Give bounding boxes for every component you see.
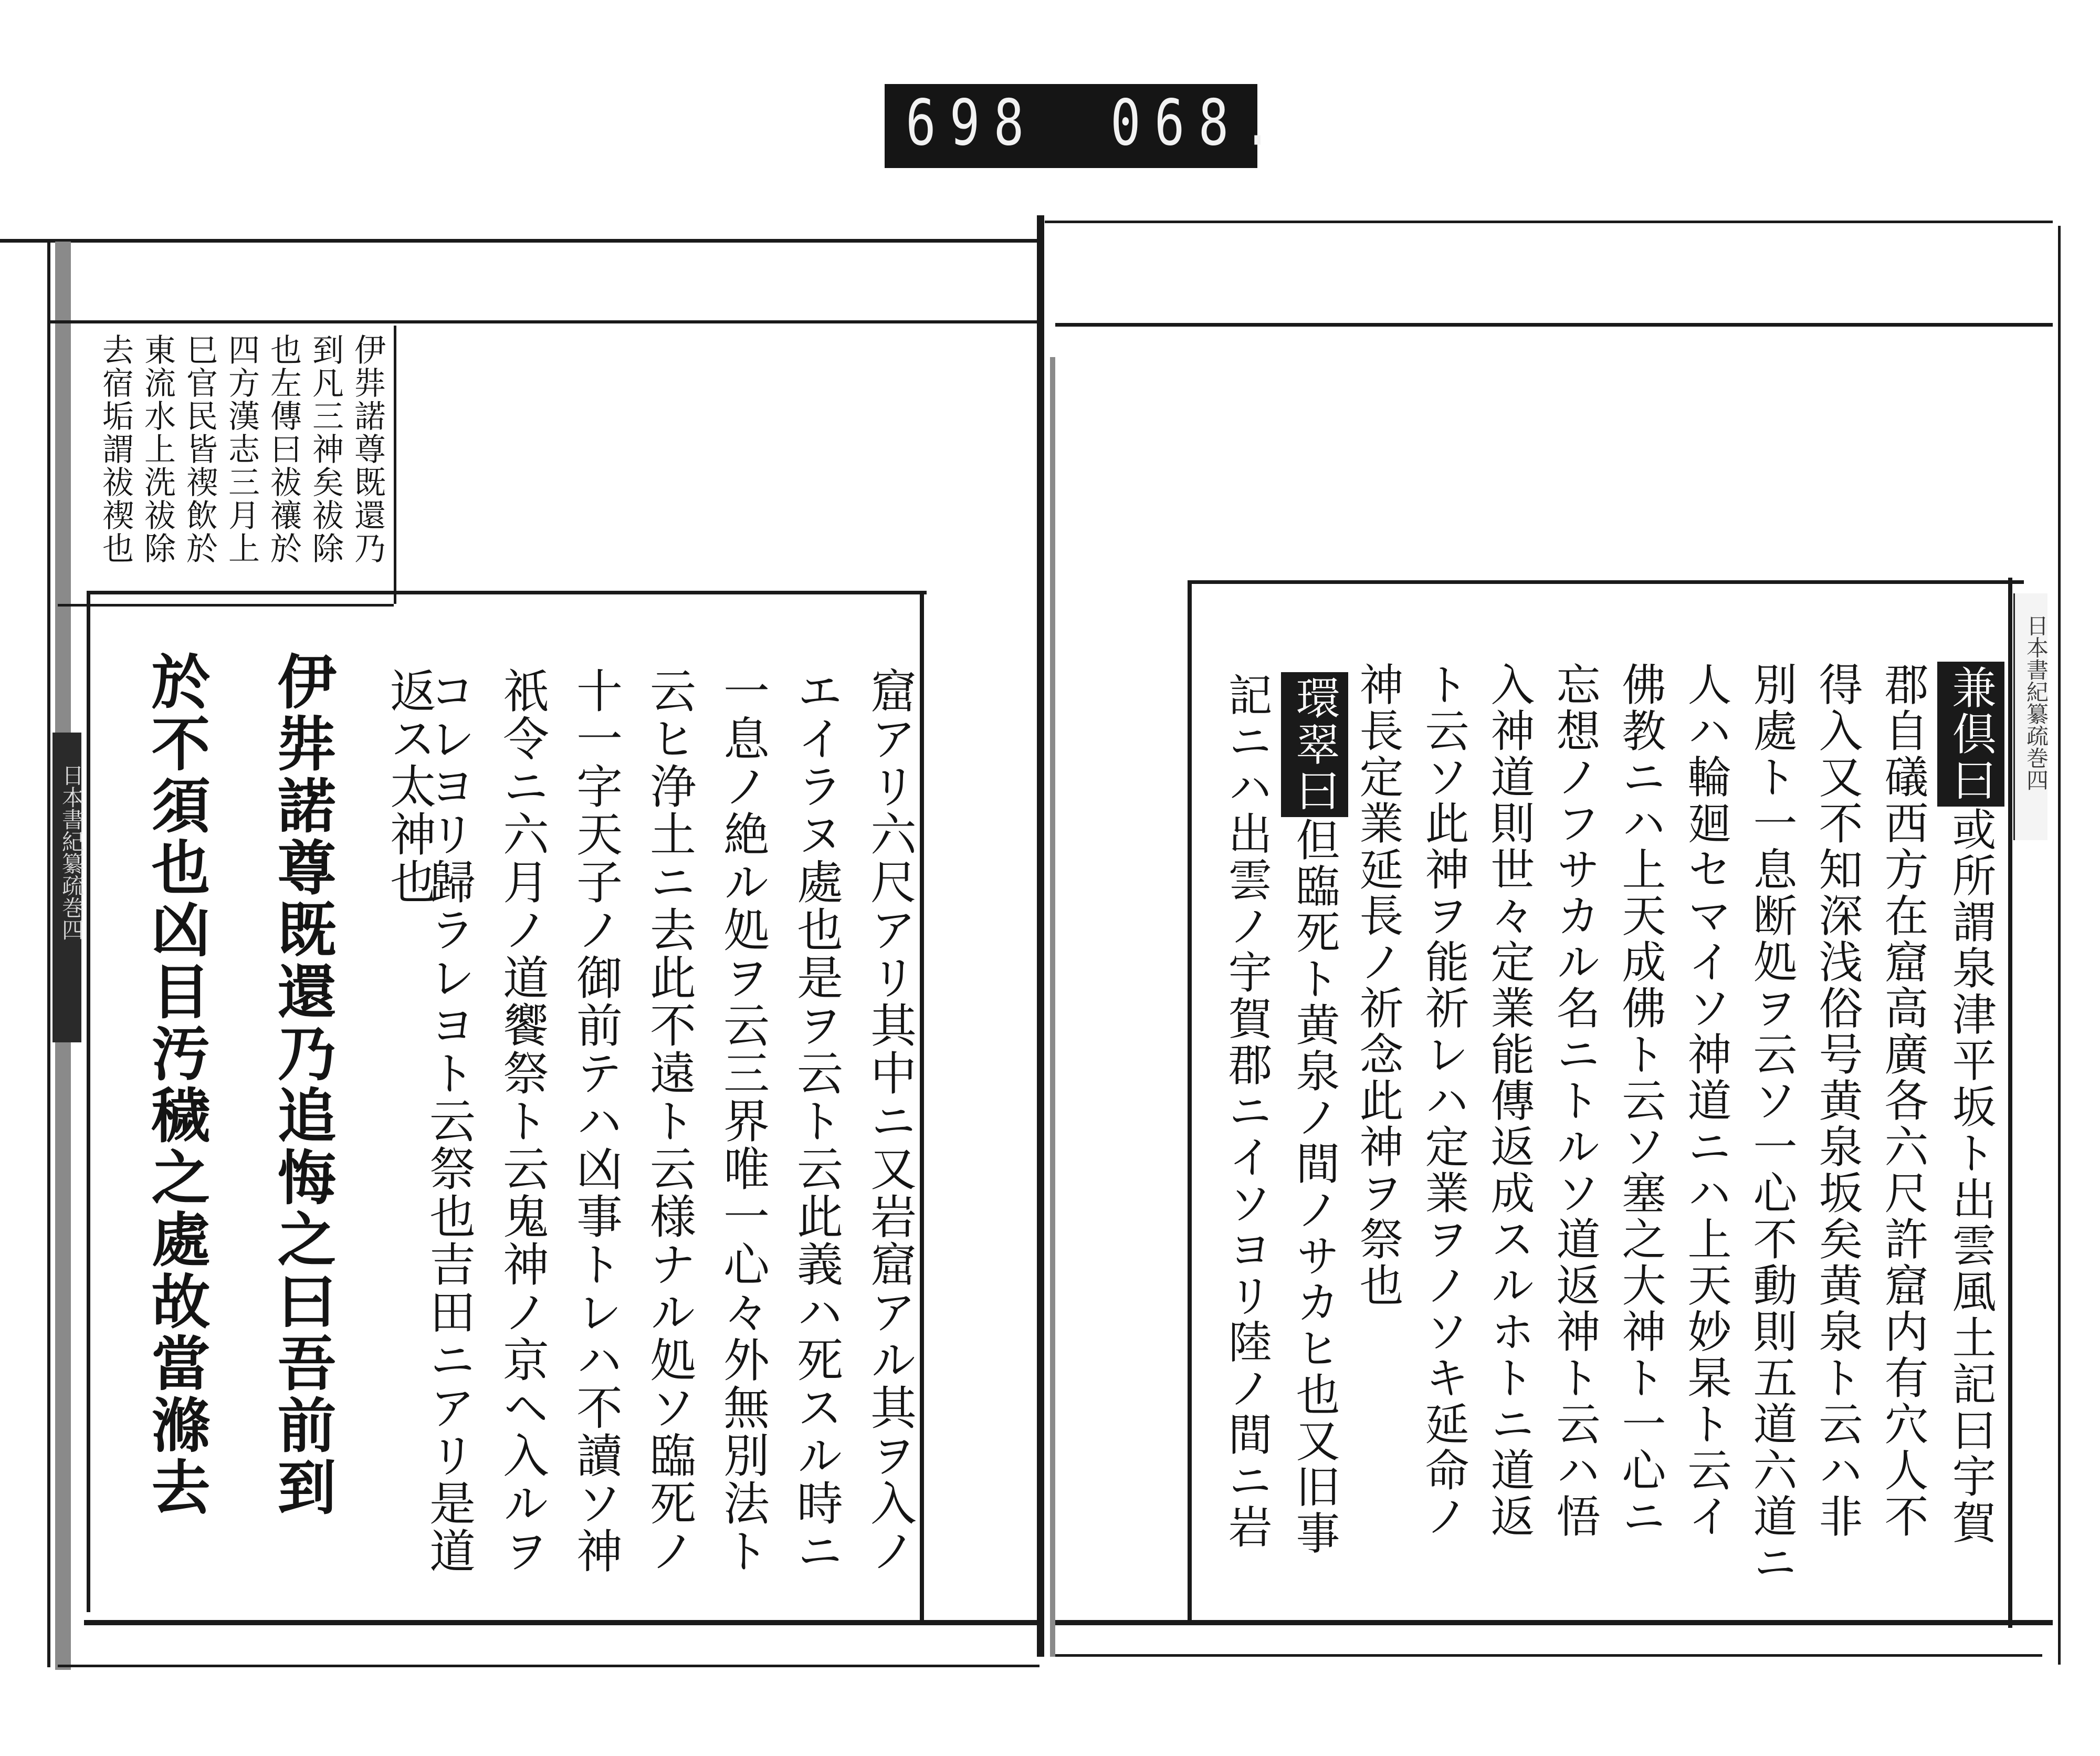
headnote-column: 伊弉諾尊既還乃 — [349, 333, 386, 565]
right-side-tab — [2013, 593, 2048, 840]
headnote-column: 四方漢志三月上 — [223, 333, 260, 565]
body-column: 記ニハ出雲ノ宇賀郡ニイソヨリ陸ノ間ニ岩 — [1221, 672, 1273, 1550]
body-column: 神長定業延長ノ祈念此神ヲ祭也 — [1352, 662, 1404, 1309]
right-body — [1202, 656, 2006, 1612]
headnote-column: 也左傳曰祓禳於 — [265, 333, 302, 565]
film-number-right: 068. — [1110, 86, 1287, 160]
body-column — [1937, 662, 2004, 1546]
body-column — [1281, 672, 1348, 1556]
right-body-frame-left — [1188, 580, 1192, 1623]
spine-gutter — [1037, 215, 1044, 1657]
body-column: 窟アリ六尺アリ其中ニ又岩窟アル其ヲ入ノ — [863, 667, 917, 1575]
body-column: エイラヌ處也是ヲ云ト云此義ハ死スル時ニ — [790, 667, 844, 1575]
right-page-frame-top — [1055, 323, 2053, 327]
right-body-frame-right — [2008, 578, 2012, 1628]
body-column: コレヨリ歸ラレヨト云祭也吉田ニアリ是道 — [422, 667, 476, 1575]
left-side-tab — [52, 733, 85, 1042]
bottom-edge-left — [58, 1665, 1040, 1667]
body-column: 人ハ輪廻セマイソ神道ニハ上天妙杲ト云イ — [1681, 662, 1732, 1540]
body-column: 入神道則世々定業能傳返成スルホトニ道返 — [1484, 662, 1535, 1540]
tamaki-badge: 環翠曰 — [1281, 672, 1348, 817]
body-column: 返ス太神也 — [383, 667, 437, 906]
main-text-column: 伊弉諾尊既還乃追悔之曰吾前到 — [268, 651, 337, 1519]
left-outer-edge — [47, 239, 50, 1667]
left-headnote — [76, 331, 391, 601]
left-page-frame-top — [50, 320, 1037, 323]
body-column: 十一字天子ノ御前テハ凶事トレハ不讀ソ神 — [569, 667, 623, 1575]
body-column: 郡自礒西方在窟高廣各六尺許窟内有穴人不 — [1877, 662, 1929, 1540]
bottom-edge-right — [1055, 1654, 2042, 1657]
right-outer-edge — [2058, 226, 2061, 1665]
body-column: 得入又不知深浅俗号黄泉坂矣黄泉ト云ハ非 — [1812, 662, 1863, 1540]
spine-shadow — [1050, 357, 1055, 1657]
side-tab-title: 日本書紀纂疏巻四 — [2023, 614, 2049, 791]
main-text-column: 於不須也凶目汚穢之處故當滌去 — [142, 651, 211, 1519]
body-column: 云ヒ浄土ニ去此不遠ト云様ナル処ソ臨死ノ — [643, 667, 697, 1575]
right-body-frame-top — [1189, 580, 2024, 584]
top-edge-left — [0, 239, 1037, 243]
left-headnote-frame-right — [394, 326, 396, 604]
headnote-column: 到凡三神矣祓除 — [307, 333, 344, 565]
body-column-text: 但臨死ト黄泉ノ間ノサカヒ也又旧事 — [1289, 817, 1340, 1556]
film-number-left: 698 — [906, 86, 1038, 160]
left-body — [105, 651, 917, 1612]
body-column: ト云ソ此神ヲ能祈レハ定業ヲノソキ延命ノ — [1418, 662, 1469, 1540]
kanekuma-badge: 兼倶曰 — [1937, 662, 2004, 807]
headnote-column: 巳官民皆禊飲於 — [181, 333, 218, 565]
body-column: 祇令ニ六月ノ道饗祭ト云鬼神ノ京ヘ入ルヲ — [496, 667, 550, 1575]
side-tab-title: 日本書紀纂疏巻四 — [59, 764, 85, 940]
left-headnote-frame-bottom — [58, 604, 394, 607]
left-body-frame-bottom — [84, 1620, 1037, 1625]
body-column: 佛教ニハ上天成佛ト云ソ塞之大神ト一心ニ — [1615, 662, 1666, 1540]
headnote-column: 去宿垢謂祓禊也 — [97, 333, 134, 565]
film-number-label — [885, 84, 1287, 168]
headnote-column: 東流水上洗祓除 — [139, 333, 176, 565]
top-edge-right — [1045, 221, 2053, 223]
body-column: 忘想ノフサカル名ニトルソ道返神ト云ハ悟 — [1549, 662, 1601, 1540]
left-body-frame-left — [87, 593, 90, 1612]
body-column: 一息ノ絶ル処ヲ云三界唯一心々外無別法ト — [716, 667, 770, 1575]
body-column-text: 或所謂泉津平坂ト出雲風土記曰宇賀 — [1945, 807, 1997, 1546]
right-body-frame-bottom — [1055, 1620, 2053, 1625]
body-column: 別處ト一息断処ヲ云ソ一心不動則五道六道ニ — [1746, 662, 1798, 1586]
